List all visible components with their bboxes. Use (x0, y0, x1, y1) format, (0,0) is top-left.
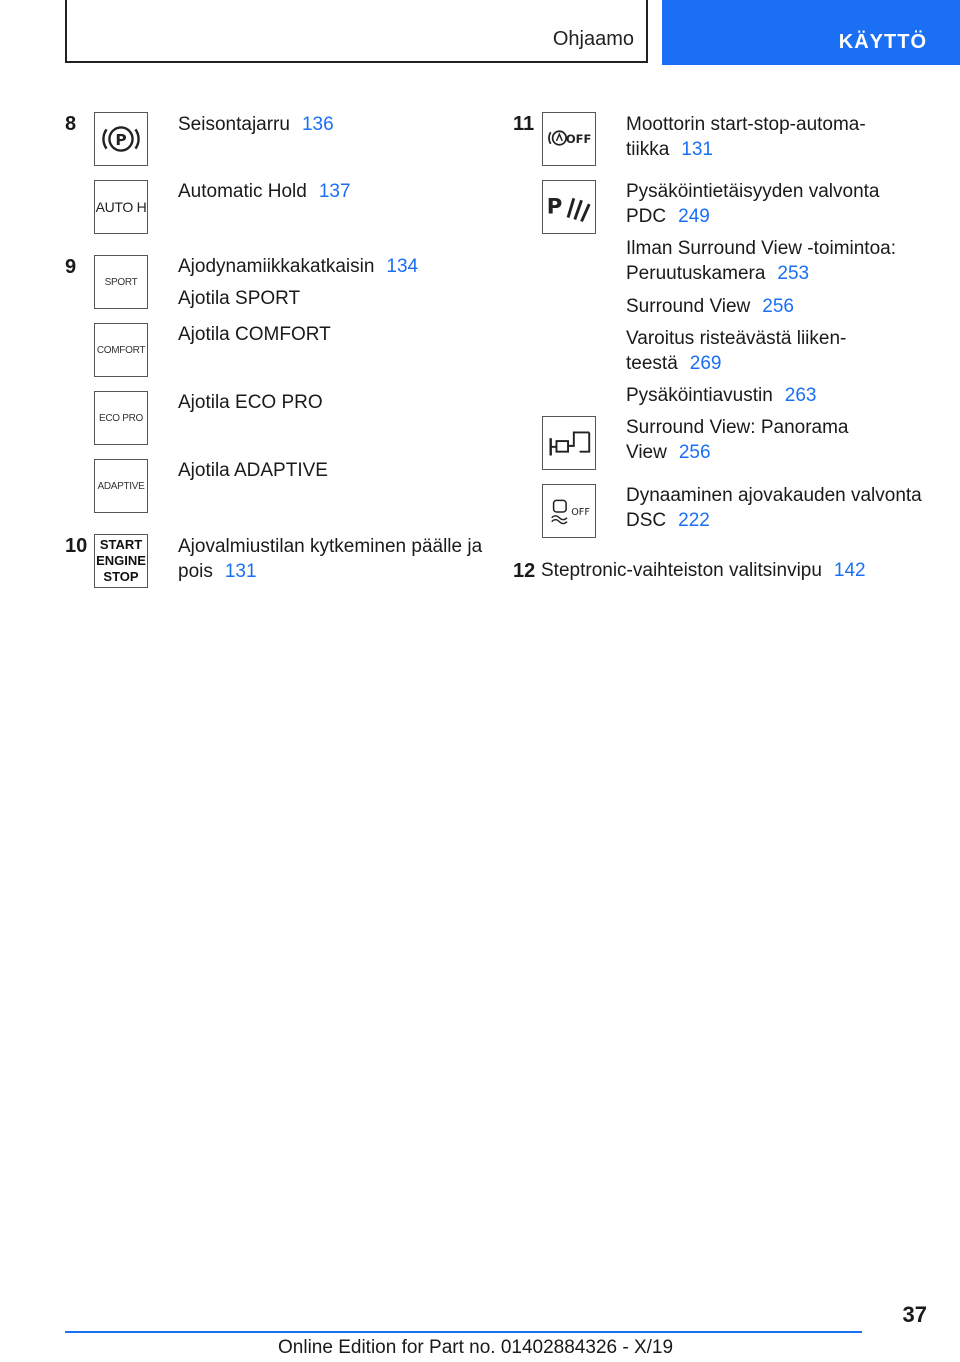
svg-text:OFF: OFF (565, 131, 592, 146)
svg-text:OFF: OFF (571, 506, 590, 518)
panorama-view-entry: Surround View: Panorama View 256 (626, 417, 849, 463)
header-section-box (65, 0, 648, 63)
page-ref-link[interactable]: 222 (678, 510, 710, 531)
dsc-entry: Dynaaminen ajovakauden valvonta DSC 222 (626, 485, 922, 531)
page-ref-link[interactable]: 131 (224, 561, 257, 582)
comfort-mode-icon: COMFORT (94, 323, 148, 377)
park-assist-entry: Pysäköintiavustin 263 (626, 385, 817, 406)
surround-view-entry: Surround View 256 (626, 296, 794, 317)
item-number-8: 8 (65, 113, 77, 135)
eco-pro-mode-icon: ECO PRO (94, 391, 148, 445)
sport-mode-entry: Ajotila SPORT (178, 288, 301, 309)
page-ref-link[interactable]: 253 (777, 263, 810, 284)
item-number-9: 9 (65, 256, 77, 278)
eco-pro-mode-entry: Ajotila ECO PRO (178, 392, 323, 413)
page-ref-link[interactable]: 136 (301, 114, 334, 135)
auto-start-stop-entry: Moottorin start-stop-automa- tiikka 131 (626, 114, 866, 160)
parking-brake-icon (94, 112, 148, 166)
pdc-entry: Pysäköintietäisyyden valvonta PDC 249 (626, 181, 880, 227)
dsc-off-icon (542, 484, 596, 538)
page-ref-link[interactable]: 137 (318, 181, 351, 202)
auto-hold-icon: AUTO H (94, 180, 148, 234)
panorama-view-icon (542, 416, 596, 470)
item-number-10: 10 (65, 535, 88, 557)
pdc-icon (542, 180, 596, 234)
comfort-mode-entry: Ajotila COMFORT (178, 324, 331, 345)
item-number-11: 11 (513, 113, 535, 135)
steptronic-entry: Steptronic-vaihteiston valitsinvipu 142 (541, 560, 866, 581)
svg-text:P: P (546, 193, 563, 219)
page-ref-link[interactable]: 249 (678, 206, 710, 227)
auto-start-stop-off-icon (542, 112, 596, 166)
page-ref-link[interactable]: 142 (833, 560, 866, 581)
page-ref-link[interactable]: 263 (784, 385, 817, 406)
driving-dynamics-entry: Ajodynamiikkakatkaisin 134 (178, 256, 419, 277)
page-ref-link[interactable]: 134 (386, 256, 419, 277)
svg-text:P: P (115, 130, 127, 149)
footer-divider (65, 1331, 862, 1333)
page-number: 37 (902, 1302, 927, 1327)
chapter-title: KÄYTTÖ (838, 31, 927, 53)
section-title: Ohjaamo (552, 28, 634, 50)
page-ref-link[interactable]: 256 (762, 296, 794, 317)
footer-edition-text: Online Edition for Part no. 01402884326 - X/19 (278, 1337, 674, 1358)
cross-traffic-entry: Varoitus risteävästä liiken- teestä 269 (626, 328, 847, 374)
rear-camera-entry: Ilman Surround View -toimintoa: Peruutuskamera 253 (626, 238, 896, 284)
adaptive-mode-entry: Ajotila ADAPTIVE (178, 460, 328, 481)
start-stop-entry: Ajovalmiustilan kytkeminen päälle ja pois 131 (178, 536, 483, 582)
adaptive-mode-icon: ADAPTIVE (94, 459, 148, 513)
item-number-12: 12 (513, 560, 536, 582)
sport-mode-icon: SPORT (94, 255, 148, 309)
auto-hold-entry: Automatic Hold 137 (178, 181, 351, 202)
page-ref-link[interactable]: 131 (681, 139, 713, 160)
page-ref-link[interactable]: 256 (678, 442, 711, 463)
chapter-tab[interactable] (662, 0, 960, 65)
page-ref-link[interactable]: 269 (689, 353, 722, 374)
parking-brake-entry: Seisontajarru 136 (178, 114, 334, 135)
start-stop-button-icon: START ENGINE STOP (94, 534, 148, 588)
